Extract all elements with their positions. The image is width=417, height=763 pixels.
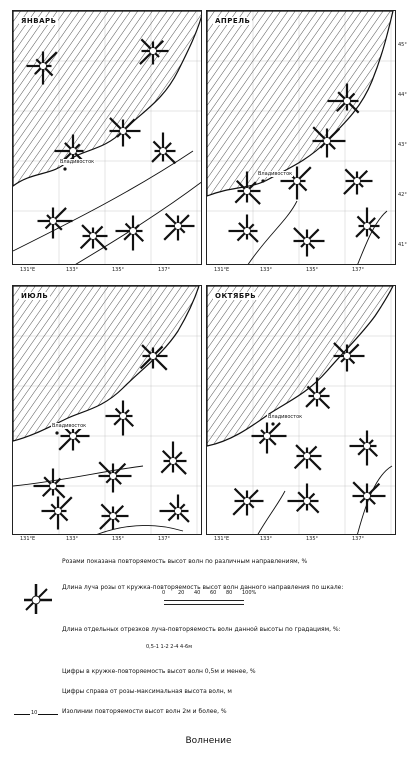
rose-ray xyxy=(301,243,305,247)
rose-ray xyxy=(135,233,143,241)
rose-ray xyxy=(269,423,280,434)
wave-rose xyxy=(164,214,194,241)
rose-ray xyxy=(125,418,133,426)
latitude-label: 43° xyxy=(398,142,407,148)
rose-ray xyxy=(309,243,314,248)
rose-ray xyxy=(235,193,244,202)
rose-ray xyxy=(233,503,244,514)
longitude-label: 131°E xyxy=(20,536,36,542)
rose-ray xyxy=(175,452,181,458)
rose-center xyxy=(244,188,251,195)
land-area xyxy=(207,11,393,196)
rose-ray xyxy=(75,438,79,442)
rose-ray xyxy=(180,504,184,508)
wave-rose xyxy=(116,216,144,251)
rose-center xyxy=(364,223,371,230)
wave-rose xyxy=(350,431,378,466)
rose-ray xyxy=(329,143,335,149)
rose-ray xyxy=(356,228,364,236)
rose-ray xyxy=(165,153,175,163)
rose-ray xyxy=(163,451,171,459)
wave-rose xyxy=(106,401,134,436)
rose-ray xyxy=(369,484,379,494)
rose-center xyxy=(364,443,371,450)
rose-ray xyxy=(309,446,316,453)
figure-caption: Волнение xyxy=(185,736,232,746)
longitude-label: 137° xyxy=(158,267,171,273)
longitude-label: 131°E xyxy=(20,267,36,273)
rose-ray xyxy=(235,489,245,499)
rose-ray xyxy=(319,398,329,408)
rose-ray xyxy=(358,448,364,454)
map-month-label: ОКТЯБРЬ xyxy=(215,292,257,300)
map-month-label: АПРЕЛЬ xyxy=(215,17,251,25)
scale-tick-label: 100% xyxy=(242,590,257,596)
rose-ray xyxy=(357,216,364,223)
rose-ray xyxy=(161,463,170,472)
rose-center xyxy=(110,513,117,520)
latitude-label: 41° xyxy=(398,242,407,248)
longitude-label: 135° xyxy=(306,536,319,542)
map-month-label: ЯНВАРЬ xyxy=(21,17,57,25)
map-july xyxy=(12,285,202,535)
rose-ray xyxy=(294,228,305,239)
rose-center xyxy=(150,353,157,360)
rose-ray xyxy=(51,504,55,508)
wave-rose xyxy=(81,225,108,250)
legend-line-4: Цифры в кружке-повторяемость высот волн 0,5м и менее, % xyxy=(62,668,256,675)
longitude-label: 137° xyxy=(352,267,365,273)
rose-center xyxy=(244,228,251,235)
rose-center xyxy=(40,63,47,70)
rose-center xyxy=(170,458,177,465)
rose-ray xyxy=(369,440,373,444)
rose-center xyxy=(130,228,137,235)
city-marker xyxy=(271,422,274,425)
rose-center xyxy=(70,433,77,440)
rose-center xyxy=(110,473,117,480)
rose-ray xyxy=(55,208,66,219)
rose-ray xyxy=(341,358,345,362)
map-april xyxy=(206,10,396,265)
rose-center xyxy=(150,48,157,55)
rose-center xyxy=(264,433,271,440)
rose-ray xyxy=(369,218,375,224)
rose-ray xyxy=(309,229,318,238)
rose-ray xyxy=(297,503,305,511)
rose-ray xyxy=(307,386,314,393)
rose-center xyxy=(120,413,127,420)
rose-center xyxy=(50,483,57,490)
longitude-label: 133° xyxy=(66,267,79,273)
rose-example-icon xyxy=(18,582,54,618)
rose-center xyxy=(244,498,251,505)
rose-center xyxy=(175,223,182,230)
legend-gradations: 0,5-1 1-2 2-4 4-6м xyxy=(146,644,192,650)
rose-ray xyxy=(164,228,175,239)
rose-ray xyxy=(50,513,56,519)
rose-ray xyxy=(55,488,64,497)
rose-ray xyxy=(249,193,260,204)
isoline xyxy=(73,181,202,265)
rose-ray xyxy=(126,224,131,229)
rose-ray xyxy=(353,482,364,493)
map-april-graphic xyxy=(207,11,396,265)
rose-ray xyxy=(115,506,123,514)
rose-center xyxy=(304,498,311,505)
wave-rose xyxy=(160,495,189,522)
rose-ray xyxy=(125,133,130,138)
rose-center xyxy=(175,508,182,515)
rose-center xyxy=(354,178,361,185)
rose-center xyxy=(90,233,97,240)
rose-ray xyxy=(180,513,188,521)
rose-ray xyxy=(239,223,245,229)
map-january xyxy=(12,10,202,265)
rose-center xyxy=(304,238,311,245)
land-area xyxy=(13,286,199,441)
longitude-label: 137° xyxy=(352,536,365,542)
rose-center xyxy=(324,138,331,145)
rose-ray xyxy=(349,358,354,363)
longitude-label: 137° xyxy=(158,536,171,542)
rose-ray xyxy=(44,477,50,483)
rose-ray xyxy=(155,358,166,369)
isoline-sample-value: 10 xyxy=(31,710,38,716)
rose-ray xyxy=(249,490,257,498)
latitude-label: 42° xyxy=(398,192,407,198)
longitude-label: 133° xyxy=(66,536,79,542)
rose-ray xyxy=(180,228,184,232)
rose-ray xyxy=(299,183,306,190)
rose-ray xyxy=(46,223,51,228)
isoline xyxy=(257,491,285,535)
rose-ray xyxy=(82,225,90,233)
rose-ray xyxy=(359,183,363,187)
wave-rose xyxy=(99,462,132,492)
rose-ray xyxy=(55,479,60,484)
wave-rose xyxy=(353,482,386,512)
rose-center xyxy=(314,393,321,400)
rose-center xyxy=(294,178,301,185)
latitude-label: 44° xyxy=(398,92,407,98)
city-label: Владивосток xyxy=(60,159,95,165)
rose-ray xyxy=(309,458,320,469)
legend-line-6: Изолинии повторяемости высот волн 2м и более, % xyxy=(62,708,227,715)
wave-rose xyxy=(229,215,258,242)
land-area xyxy=(207,286,393,446)
rose-ray xyxy=(359,171,367,179)
wave-rose xyxy=(152,133,175,164)
longitude-label: 135° xyxy=(306,267,319,273)
latitude-label: 45° xyxy=(398,42,407,48)
wave-rose xyxy=(38,208,73,239)
longitude-label: 133° xyxy=(260,536,273,542)
rose-ray xyxy=(116,409,121,414)
map-july-graphic xyxy=(13,286,202,535)
rose-ray xyxy=(60,497,71,508)
city-label: Владивосток xyxy=(52,423,87,429)
rose-center xyxy=(70,148,77,155)
wave-rose xyxy=(233,489,263,516)
rose-center xyxy=(344,98,351,105)
rose-ray xyxy=(106,478,110,482)
rose-ray xyxy=(152,153,160,161)
legend-line-5: Цифры справа от розы-максимальная высота волн, м xyxy=(62,688,232,695)
rose-center xyxy=(50,218,57,225)
longitude-label: 131°E xyxy=(214,536,230,542)
map-january-graphic xyxy=(13,11,202,265)
map-october-graphic xyxy=(207,286,396,535)
rose-ray xyxy=(180,215,188,223)
rose-ray xyxy=(237,233,244,240)
rose-ray xyxy=(153,141,160,148)
longitude-label: 135° xyxy=(112,536,125,542)
rose-center xyxy=(55,508,62,515)
city-marker xyxy=(55,431,58,434)
wave-rose xyxy=(161,442,186,475)
legend-line-3: Длина отдельных отрезков луча-повторяемость волн данной высоты по градациям, %: xyxy=(62,626,341,633)
rose-ray xyxy=(47,215,51,219)
rose-ray xyxy=(115,478,121,484)
rose-ray xyxy=(249,233,257,241)
rose-ray xyxy=(369,448,377,456)
rose-ray xyxy=(175,463,186,474)
wave-rose xyxy=(252,423,287,454)
rose-ray xyxy=(295,458,305,468)
rose-ray xyxy=(369,498,375,504)
rose-ray xyxy=(306,398,314,406)
rose-center xyxy=(364,493,371,500)
wave-rose xyxy=(344,169,373,194)
rose-ray xyxy=(344,183,355,194)
rose-ray xyxy=(261,430,265,434)
rose-ray xyxy=(59,438,70,449)
rose-ray xyxy=(170,503,176,509)
scale-tick-label: 60 xyxy=(210,590,217,596)
scale-tick-label: 0 xyxy=(162,590,166,596)
isoline-sample xyxy=(14,710,58,718)
wave-rose xyxy=(356,208,379,239)
rose-ray xyxy=(115,518,119,522)
land-area xyxy=(13,11,202,186)
wave-rose xyxy=(295,445,322,470)
map-month-label: ИЮЛЬ xyxy=(21,292,49,300)
rose-ray xyxy=(319,388,325,394)
rose-ray xyxy=(81,238,91,248)
rose-ray xyxy=(296,445,304,453)
rose-ray xyxy=(309,494,314,499)
city-marker xyxy=(261,179,264,182)
legend-line-2: Длина луча розы от кружка-повторяемость высот волн данного направления по шкале: xyxy=(62,584,344,591)
longitude-label: 131°E xyxy=(214,267,230,273)
city-label: Владивосток xyxy=(268,414,303,420)
rose-ray xyxy=(166,214,176,224)
legend-line-1: Розами показана повторяемость высот волн по различным направлениям, % xyxy=(62,558,308,565)
rose-ray xyxy=(43,488,51,496)
rose-ray xyxy=(289,183,295,189)
map-october xyxy=(206,285,396,535)
wave-rose xyxy=(42,497,72,530)
rose-ray xyxy=(125,410,129,414)
rose-ray xyxy=(299,167,310,178)
wave-rose xyxy=(100,504,129,529)
isoline xyxy=(93,525,183,535)
rose-center xyxy=(304,453,311,460)
scale-bar xyxy=(164,600,244,605)
rose-ray xyxy=(345,169,354,178)
wave-rose xyxy=(288,484,319,513)
rose-ray xyxy=(60,513,67,520)
longitude-label: 135° xyxy=(112,267,125,273)
rose-ray xyxy=(165,143,171,149)
rose-ray xyxy=(349,344,358,353)
rose-center xyxy=(160,148,167,155)
rose-ray xyxy=(101,504,110,513)
rose-center xyxy=(120,128,127,135)
isoline xyxy=(247,201,297,265)
scale-tick-label: 20 xyxy=(178,590,185,596)
rose-ray xyxy=(309,503,318,512)
rose-center xyxy=(344,353,351,360)
rose-ray xyxy=(114,418,120,424)
rose-ray xyxy=(269,438,275,444)
legend xyxy=(14,552,409,763)
wave-rose xyxy=(294,228,325,257)
rose-ray xyxy=(360,439,365,444)
rose-ray xyxy=(135,225,139,229)
rose-ray xyxy=(100,518,111,529)
scale-tick-label: 40 xyxy=(194,590,201,596)
scale-tick-label: 80 xyxy=(226,590,233,596)
city-marker xyxy=(63,167,66,170)
maps-grid xyxy=(8,2,408,540)
rose-ray xyxy=(260,438,265,443)
rose-ray xyxy=(95,226,102,233)
city-label: Владивосток xyxy=(258,171,293,177)
longitude-label: 133° xyxy=(260,267,273,273)
rose-ray xyxy=(168,513,175,520)
rose-ray xyxy=(360,498,364,502)
